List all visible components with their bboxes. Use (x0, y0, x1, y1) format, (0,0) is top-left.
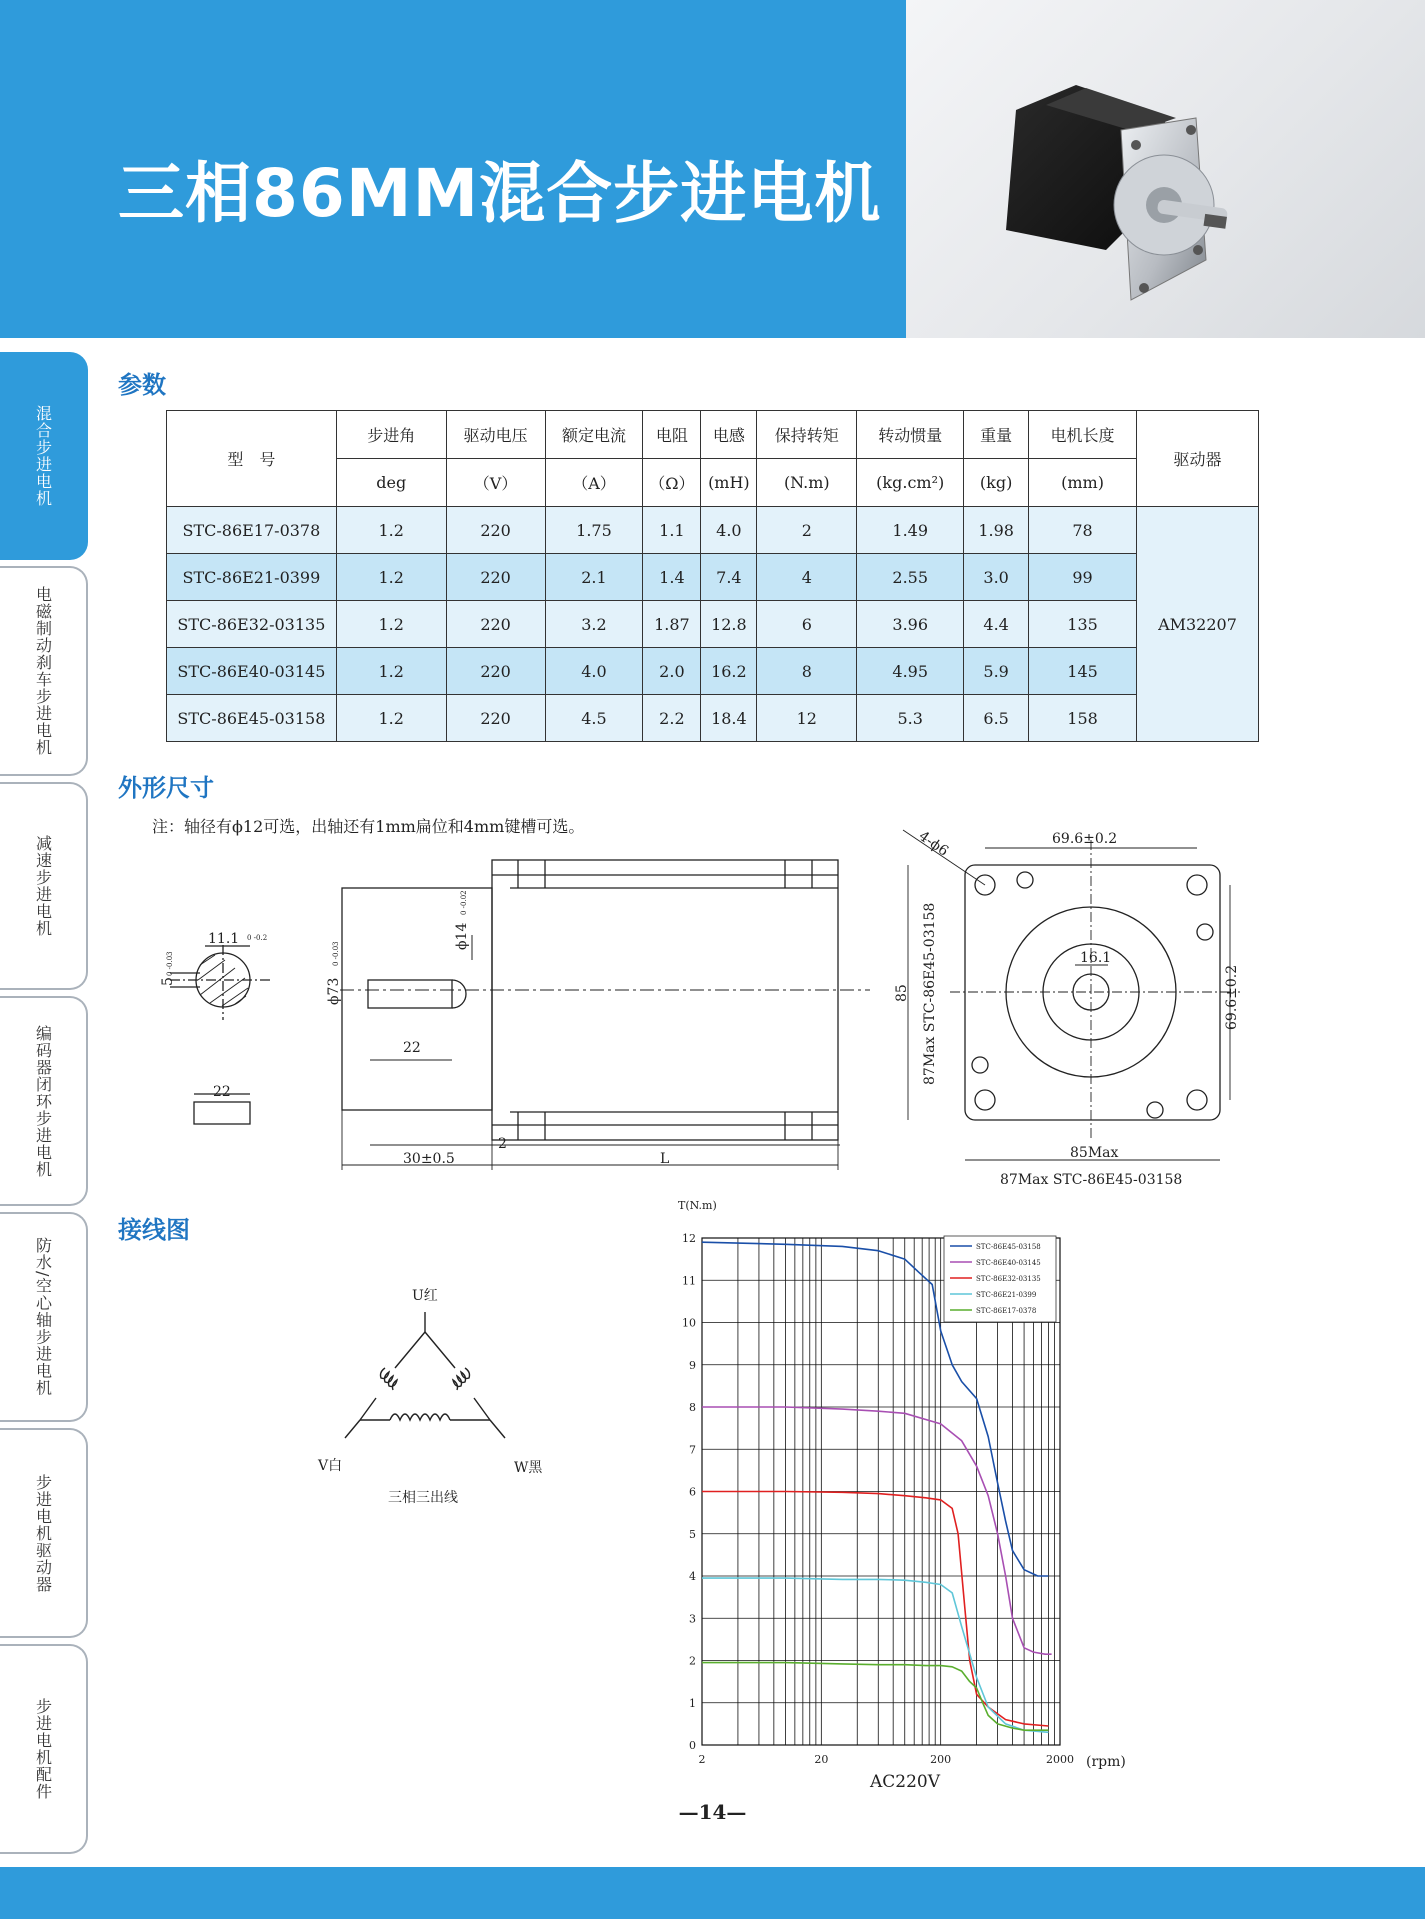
header-driver: 驱动器 (1136, 411, 1258, 507)
cell: 135 (1029, 601, 1137, 648)
page-title: 三相86MM混合步进电机 (118, 155, 882, 232)
page-number: —14— (678, 1800, 747, 1824)
front-flange (965, 865, 1220, 1120)
cell: 2.0 (643, 648, 701, 695)
dim-flange-tol: 0 -0.03 (332, 941, 340, 966)
dim-height: 85 (894, 984, 910, 1002)
cell-driver: AM32207 (1136, 507, 1258, 742)
cell: 2 (757, 507, 857, 554)
header-cell: 重量 (964, 411, 1029, 459)
dim-shaft-tol: 0 -0.02 (460, 890, 468, 915)
y-tick-label: 11 (682, 1274, 696, 1288)
cell: 78 (1029, 507, 1137, 554)
y-tick-label: 1 (689, 1696, 696, 1710)
cell: 3.2 (545, 601, 643, 648)
cell: 158 (1029, 695, 1137, 742)
cell: 4.5 (545, 695, 643, 742)
spec-table (166, 410, 1259, 742)
chart-x-unit: (rpm) (1086, 1754, 1126, 1770)
dim-hole-pitch-v: 69.6±0.2 (1224, 964, 1240, 1030)
unit-cell: (kg) (964, 459, 1029, 507)
unit-cell: (kg.cm²) (857, 459, 964, 507)
dim-key-width: 11.1 (208, 931, 240, 947)
unit-cell: deg (336, 459, 446, 507)
y-tick-label: 3 (689, 1612, 696, 1626)
footer-bar (0, 1867, 1425, 1919)
cell: 220 (446, 554, 545, 601)
series-line (702, 1407, 1052, 1654)
cell: 8 (757, 648, 857, 695)
chart-xlabel: AC220V (870, 1772, 941, 1792)
cell: 1.75 (545, 507, 643, 554)
side-tab-gear[interactable] (0, 782, 88, 990)
section-title-params: 参数 (118, 370, 166, 399)
dim-flange-dia: ϕ73 (326, 977, 342, 1005)
legend-label: STC-86E17-0378 (976, 1307, 1037, 1315)
section-title-wiring: 接线图 (118, 1215, 190, 1244)
cell: 16.2 (701, 648, 757, 695)
header-cell: 电阻 (643, 411, 701, 459)
cell: 1.2 (336, 507, 446, 554)
y-tick-label: 5 (689, 1527, 696, 1541)
section-title-dimensions: 外形尺寸 (118, 773, 214, 802)
side-tab-label: 电磁制动刹车步进电机 (33, 586, 53, 756)
table-row (167, 601, 1259, 648)
legend-label: STC-86E45-03158 (976, 1243, 1041, 1251)
side-tab-label: 减速步进电机 (33, 835, 53, 937)
cell: 4.4 (964, 601, 1029, 648)
cell: 1.2 (336, 648, 446, 695)
side-tab-encoder[interactable] (0, 996, 88, 1206)
cell: 5.3 (857, 695, 964, 742)
table-header-row (167, 411, 1259, 459)
side-tab-label: 步进电机配件 (33, 1698, 53, 1800)
cell: 12.8 (701, 601, 757, 648)
side-tab-driver[interactable] (0, 1428, 88, 1638)
cell: 1.87 (643, 601, 701, 648)
cell: 4 (757, 554, 857, 601)
cell-model: STC-86E17-0378 (167, 507, 337, 554)
legend-label: STC-86E21-0399 (976, 1291, 1037, 1299)
unit-cell: （A） (545, 459, 643, 507)
cell-model: STC-86E45-03158 (167, 695, 337, 742)
cell: 18.4 (701, 695, 757, 742)
side-tab-label: 编码器闭环步进电机 (33, 1024, 53, 1178)
y-tick-label: 0 (689, 1739, 696, 1752)
side-tab-waterproof[interactable] (0, 1212, 88, 1422)
dim-step: 2 (498, 1136, 507, 1152)
stepper-motor-image (906, 0, 1425, 338)
wiring-caption: 三相三出线 (388, 1490, 458, 1506)
dim-width-max: 85Max (1070, 1145, 1119, 1161)
y-tick-label: 12 (682, 1232, 696, 1245)
x-tick-label: 200 (930, 1753, 952, 1766)
cell: 7.4 (701, 554, 757, 601)
cell: 145 (1029, 648, 1137, 695)
cell: 220 (446, 601, 545, 648)
dim-key-tol: 0 -0.2 (247, 934, 268, 942)
dim-body-length: L (660, 1151, 670, 1167)
header-cell: 驱动电压 (446, 411, 545, 459)
shaft-keyway (368, 980, 452, 1008)
chart-ylabel: T(N.m) (678, 1199, 717, 1212)
header-model: 型 号 (167, 411, 337, 507)
header-banner (0, 0, 906, 338)
dim-shaft-dia: ϕ14 (454, 922, 470, 950)
cell: 1.49 (857, 507, 964, 554)
y-tick-label: 6 (689, 1485, 696, 1499)
cell: 3.96 (857, 601, 964, 648)
cell: 1.4 (643, 554, 701, 601)
side-tab-label: 防水/空心轴步进电机 (33, 1237, 53, 1397)
unit-cell: (mH) (701, 459, 757, 507)
torque-chart (660, 1195, 1140, 1795)
legend-label: STC-86E32-03135 (976, 1275, 1041, 1283)
cell: 220 (446, 507, 545, 554)
wiring-diagram (300, 1280, 550, 1520)
y-tick-label: 4 (689, 1570, 696, 1583)
key-outline (194, 1102, 250, 1124)
dim-flat: 5 (160, 977, 176, 986)
cell: 4.0 (701, 507, 757, 554)
y-tick-label: 10 (682, 1316, 696, 1330)
unit-cell: （V） (446, 459, 545, 507)
dimension-note: 注：轴径有ϕ12可选，出轴还有1mm扁位和4mm键槽可选。 (152, 817, 585, 836)
cell-model: STC-86E40-03145 (167, 648, 337, 695)
dim-key-length: 22 (213, 1084, 231, 1100)
y-tick-label: 2 (689, 1654, 696, 1668)
cell: 6.5 (964, 695, 1029, 742)
unit-cell: (N.m) (757, 459, 857, 507)
x-tick-label: 2000 (1046, 1753, 1074, 1766)
cell: 1.2 (336, 554, 446, 601)
unit-cell: （Ω） (643, 459, 701, 507)
side-tab-brake[interactable] (0, 566, 88, 776)
dim-flat-tol: 0 -0.03 (166, 951, 174, 976)
side-tab-label: 步进电机驱动器 (33, 1473, 53, 1593)
header-cell: 步进角 (336, 411, 446, 459)
motor-front-flange (342, 888, 492, 1110)
series-line (702, 1578, 1048, 1732)
cell: 1.2 (336, 601, 446, 648)
dim-shaft-length: 22 (403, 1040, 421, 1056)
cell: 12 (757, 695, 857, 742)
series-line (702, 1663, 1048, 1731)
y-tick-label: 8 (689, 1401, 696, 1414)
table-row (167, 554, 1259, 601)
wire-u-label: U红 (412, 1288, 438, 1304)
wire-v-label: V白 (318, 1458, 343, 1474)
dim-hole-pitch-h: 69.6±0.2 (1052, 831, 1118, 847)
cell: 3.0 (964, 554, 1029, 601)
side-tab-label: 混合步进电机 (33, 405, 53, 507)
dim-holes: 4-ϕ6 (915, 828, 952, 860)
header-cell: 转动惯量 (857, 411, 964, 459)
header-cell: 保持转矩 (757, 411, 857, 459)
legend-label: STC-86E40-03145 (976, 1259, 1041, 1267)
cell-model: STC-86E32-03135 (167, 601, 337, 648)
cell: 4.0 (545, 648, 643, 695)
cell: 6 (757, 601, 857, 648)
cell: 1.98 (964, 507, 1029, 554)
y-tick-label: 7 (689, 1443, 696, 1457)
cell-model: STC-86E21-0399 (167, 554, 337, 601)
side-tab-hybrid[interactable] (0, 352, 88, 560)
cell: 4.95 (857, 648, 964, 695)
header-cell: 额定电流 (545, 411, 643, 459)
x-tick-label: 20 (814, 1753, 829, 1766)
dim-height-max: 87Max STC-86E45-03158 (922, 902, 938, 1085)
motor-photo (906, 0, 1425, 338)
table-row (167, 507, 1259, 554)
cell: 220 (446, 695, 545, 742)
header-cell: 电感 (701, 411, 757, 459)
dimension-drawing (150, 820, 1280, 1195)
table-row (167, 648, 1259, 695)
cell: 1.1 (643, 507, 701, 554)
dim-boss: 16.1 (1080, 950, 1112, 966)
table-row (167, 695, 1259, 742)
cell: 2.1 (545, 554, 643, 601)
unit-cell: (mm) (1029, 459, 1137, 507)
header-cell: 电机长度 (1029, 411, 1137, 459)
wire-w-label: W黑 (514, 1460, 543, 1476)
x-tick-label: 2 (698, 1753, 706, 1766)
dim-width-max2: 87Max STC-86E45-03158 (1000, 1172, 1183, 1188)
y-tick-label: 9 (689, 1358, 696, 1372)
cell: 2.55 (857, 554, 964, 601)
cell: 99 (1029, 554, 1137, 601)
dim-front-length: 30±0.5 (403, 1151, 455, 1167)
cell: 2.2 (643, 695, 701, 742)
cell: 220 (446, 648, 545, 695)
cell: 5.9 (964, 648, 1029, 695)
motor-body (492, 860, 838, 1140)
cell: 1.2 (336, 695, 446, 742)
